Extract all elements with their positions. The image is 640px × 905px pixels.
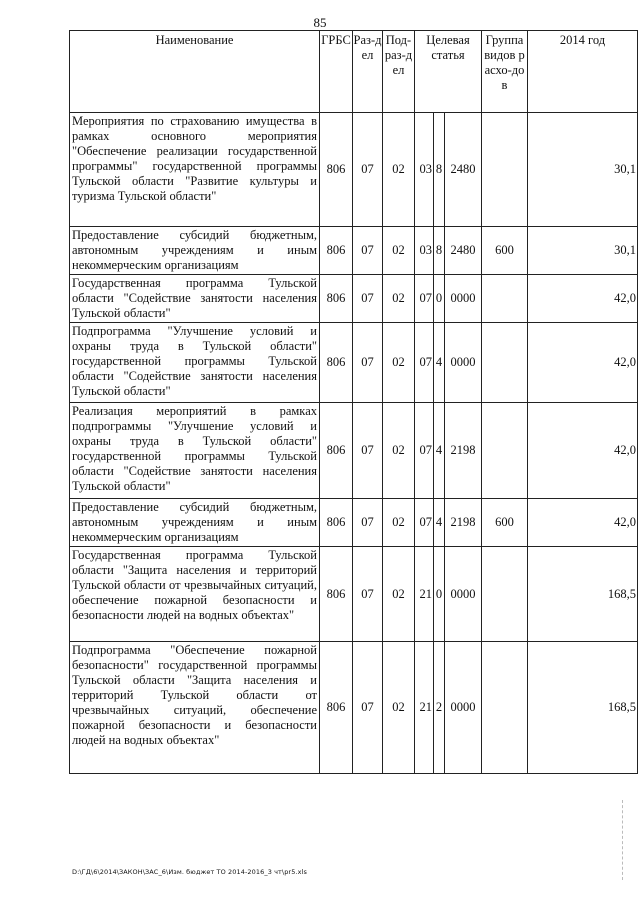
row-name-cell: Предоставление субсидий бюджетным, автономным учреждениям и иным некоммерческим организациям bbox=[70, 227, 320, 275]
row-cs-program-cell: 07 bbox=[415, 323, 434, 403]
row-razdel-cell: 07 bbox=[353, 323, 383, 403]
file-path-footer: D:\ГД\6\2014\ЗАКОН\ЗАС_6\Изм. бюджет ТО 2014-2016_3 чт\pr5.xls bbox=[72, 868, 307, 876]
header-grbs: ГРБС bbox=[320, 31, 353, 113]
row-cs-subprogram-cell: 4 bbox=[434, 323, 445, 403]
row-podrazdel-cell: 02 bbox=[383, 403, 415, 499]
row-cs-program-cell: 21 bbox=[415, 547, 434, 642]
row-vid-cell bbox=[482, 323, 528, 403]
row-name-cell: Подпрограмма "Обеспечение пожарной безопасности" государственной программы Тульской области "Защита населения и территорий Тульской области от чрезвычайных ситуаций, обеспечение пожарной безопасности и безопасности людей на водных объектах" bbox=[70, 642, 320, 774]
row-cs-direction-cell: 0000 bbox=[445, 547, 482, 642]
row-amount-cell: 42,0 bbox=[528, 403, 638, 499]
row-amount-cell: 30,1 bbox=[528, 227, 638, 275]
row-podrazdel-cell: 02 bbox=[383, 113, 415, 227]
row-grbs-cell: 806 bbox=[320, 547, 353, 642]
row-amount-cell: 42,0 bbox=[528, 275, 638, 323]
row-name-cell: Предоставление субсидий бюджетным, автономным учреждениям и иным некоммерческим организациям bbox=[70, 499, 320, 547]
row-vid-cell bbox=[482, 275, 528, 323]
row-cs-program-cell: 07 bbox=[415, 499, 434, 547]
page-number: 85 bbox=[313, 15, 327, 30]
row-name-cell: Реализация мероприятий в рамках подпрограммы "Улучшение условий и охраны труда в Тульской области" государственной программы Тульской области "Содействие занятости населения Тульской области" bbox=[70, 403, 320, 499]
table-row bbox=[70, 113, 638, 227]
table-row bbox=[70, 227, 638, 275]
row-cs-subprogram-cell: 8 bbox=[434, 113, 445, 227]
row-cs-direction-cell: 0000 bbox=[445, 323, 482, 403]
row-razdel-cell: 07 bbox=[353, 403, 383, 499]
row-cs-subprogram-cell: 2 bbox=[434, 642, 445, 774]
budget-table bbox=[69, 30, 638, 774]
row-razdel-cell: 07 bbox=[353, 227, 383, 275]
row-name-cell: Государственная программа Тульской области "Защита населения и территорий Тульской области от чрезвычайных ситуаций, обеспечение пожарной безопасности и безопасности людей на водных объектах" bbox=[70, 547, 320, 642]
row-grbs-cell: 806 bbox=[320, 323, 353, 403]
row-razdel-cell: 07 bbox=[353, 547, 383, 642]
row-grbs-cell: 806 bbox=[320, 113, 353, 227]
margin-marks bbox=[622, 800, 624, 880]
header-gruppa: Группа видов расхо-дов bbox=[482, 31, 528, 113]
row-razdel-cell: 07 bbox=[353, 642, 383, 774]
row-podrazdel-cell: 02 bbox=[383, 642, 415, 774]
row-cs-direction-cell: 2480 bbox=[445, 227, 482, 275]
row-name-cell: Мероприятия по страхованию имущества в рамках основного мероприятия "Обеспечение реализации государственной программы" государственной программы Тульской области "Развитие культуры и туризма Тульской области" bbox=[70, 113, 320, 227]
header-row bbox=[70, 31, 638, 113]
row-vid-cell bbox=[482, 642, 528, 774]
row-vid-cell bbox=[482, 547, 528, 642]
row-cs-direction-cell: 2198 bbox=[445, 403, 482, 499]
header-name: Наименование bbox=[70, 31, 320, 113]
row-vid-cell: 600 bbox=[482, 227, 528, 275]
row-cs-subprogram-cell: 0 bbox=[434, 275, 445, 323]
header-razdel: Раз-дел bbox=[353, 31, 383, 113]
row-name-cell: Подпрограмма "Улучшение условий и охраны труда в Тульской области" государственной программы Тульской области "Содействие занятости населения Тульской области" bbox=[70, 323, 320, 403]
row-cs-program-cell: 03 bbox=[415, 113, 434, 227]
table-row bbox=[70, 323, 638, 403]
header-podrazdel: Под-раз-дел bbox=[383, 31, 415, 113]
row-amount-cell: 42,0 bbox=[528, 323, 638, 403]
header-year: 2014 год bbox=[528, 31, 638, 113]
row-podrazdel-cell: 02 bbox=[383, 227, 415, 275]
table-row bbox=[70, 403, 638, 499]
row-podrazdel-cell: 02 bbox=[383, 499, 415, 547]
table-row bbox=[70, 642, 638, 774]
row-cs-program-cell: 07 bbox=[415, 275, 434, 323]
row-cs-program-cell: 07 bbox=[415, 403, 434, 499]
row-vid-cell bbox=[482, 113, 528, 227]
row-amount-cell: 30,1 bbox=[528, 113, 638, 227]
table-row bbox=[70, 547, 638, 642]
row-podrazdel-cell: 02 bbox=[383, 323, 415, 403]
table-row bbox=[70, 275, 638, 323]
row-razdel-cell: 07 bbox=[353, 113, 383, 227]
row-grbs-cell: 806 bbox=[320, 275, 353, 323]
row-cs-program-cell: 03 bbox=[415, 227, 434, 275]
row-vid-cell: 600 bbox=[482, 499, 528, 547]
row-cs-subprogram-cell: 4 bbox=[434, 499, 445, 547]
row-grbs-cell: 806 bbox=[320, 403, 353, 499]
row-cs-program-cell: 21 bbox=[415, 642, 434, 774]
row-name-cell: Государственная программа Тульской области "Содействие занятости населения Тульской области" bbox=[70, 275, 320, 323]
row-cs-subprogram-cell: 8 bbox=[434, 227, 445, 275]
row-grbs-cell: 806 bbox=[320, 499, 353, 547]
row-amount-cell: 42,0 bbox=[528, 499, 638, 547]
header-tselevaya-statya: Целевая статья bbox=[415, 31, 482, 113]
row-razdel-cell: 07 bbox=[353, 275, 383, 323]
row-cs-direction-cell: 2480 bbox=[445, 113, 482, 227]
row-grbs-cell: 806 bbox=[320, 642, 353, 774]
row-vid-cell bbox=[482, 403, 528, 499]
row-razdel-cell: 07 bbox=[353, 499, 383, 547]
row-cs-subprogram-cell: 4 bbox=[434, 403, 445, 499]
row-amount-cell: 168,5 bbox=[528, 642, 638, 774]
row-podrazdel-cell: 02 bbox=[383, 275, 415, 323]
table-row bbox=[70, 499, 638, 547]
row-amount-cell: 168,5 bbox=[528, 547, 638, 642]
row-cs-direction-cell: 0000 bbox=[445, 275, 482, 323]
row-grbs-cell: 806 bbox=[320, 227, 353, 275]
row-cs-subprogram-cell: 0 bbox=[434, 547, 445, 642]
row-cs-direction-cell: 0000 bbox=[445, 642, 482, 774]
row-cs-direction-cell: 2198 bbox=[445, 499, 482, 547]
row-podrazdel-cell: 02 bbox=[383, 547, 415, 642]
